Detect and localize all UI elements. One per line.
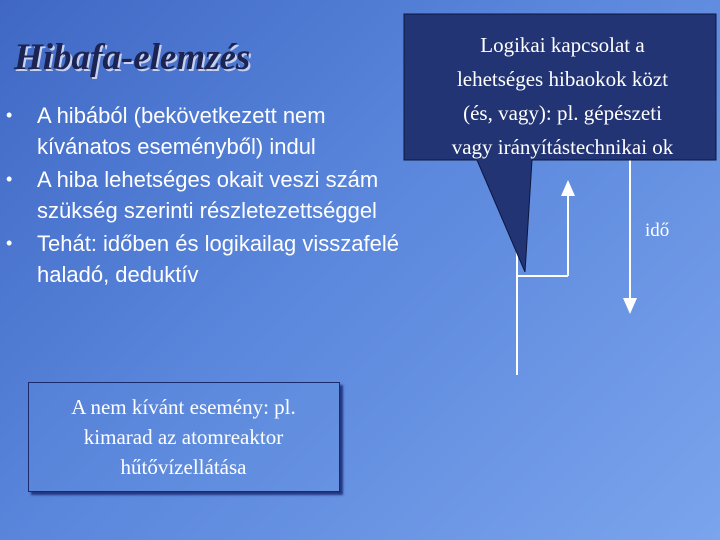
bullet-icon: • (6, 169, 13, 189)
bullet-line: Tehát: időben és logikailag visszafelé (37, 231, 400, 256)
callout-line: Logikai kapcsolat a (480, 33, 645, 57)
logic-up-arrowhead (561, 180, 575, 196)
event-line: kimarad az atomreaktor (83, 425, 284, 449)
slide-title: Hibafa-elemzés (14, 37, 251, 78)
callout-line: lehetséges hibaokok közt (456, 67, 669, 91)
callout-line: (és, vagy): pl. gépészeti (463, 101, 662, 125)
bullet-line: A hibából (bekövetkezett nem (37, 103, 326, 128)
bullet-line: kívánatos eseményből) indul (37, 134, 316, 159)
event-box-text (28, 392, 339, 482)
callout-line: vagy irányítástechnikai ok (451, 135, 674, 159)
time-label: idő (645, 220, 670, 241)
bullet-line: szükség szerinti részletezettséggel (37, 198, 377, 223)
bullet-icon: • (6, 233, 13, 253)
event-line: A nem kívánt esemény: pl. (71, 395, 296, 419)
bullet-icon: • (6, 105, 13, 125)
time-arrow-head-bottom (623, 298, 637, 314)
bullet-line: A hiba lehetséges okait veszi szám (37, 167, 379, 192)
bullet-line: haladó, deduktív (37, 262, 199, 287)
logic-callout (410, 28, 715, 164)
event-line: hűtővízellátása (120, 455, 247, 479)
